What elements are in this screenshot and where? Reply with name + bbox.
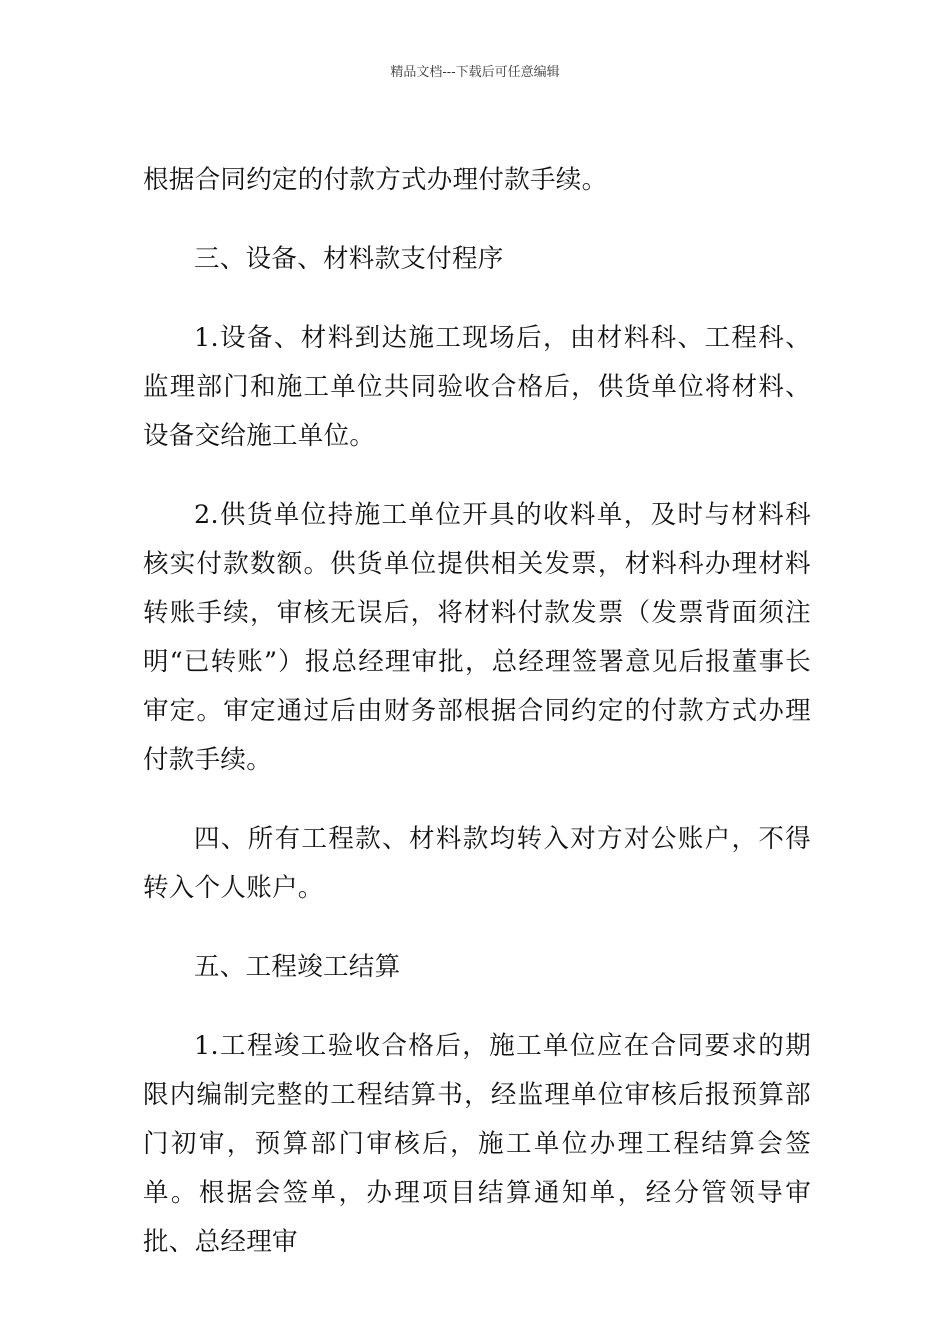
document-body: [143, 156, 811, 1297]
paragraph-item-1-settlement: 1.工程竣工验收合格后，施工单位应在合同要求的期限内编制完整的工程结算书，经监理单位审核后报预算部门初审，预算部门审核后，施工单位办理工程结算会签单。根据会签单，办理项目结算通知单，经分管领导审批、总经理审: [143, 1031, 811, 1257]
section-heading-public-account-transfer: 四、所有工程款、材料款均转入对方对公账户，不得转入个人账户。: [143, 824, 811, 903]
paragraph-payment-procedure-end: 根据合同约定的付款方式办理付款手续。: [143, 165, 608, 195]
section-heading-completion-settlement: 五、工程竣工结算: [194, 952, 401, 982]
section-heading-equipment-material-payment: 三、设备、材料款支付程序: [194, 244, 504, 274]
page-header: 精品文档---下载后可任意编辑: [390, 65, 560, 80]
paragraph-item-2-invoice-approval: 2.供货单位持施工单位开具的收料单，及时与材料科核实付款数额。供货单位提供相关发票，材料科办理材料转账手续，审核无误后，将材料付款发票（发票背面须注明“已转账”）报总经理审批，总经理签署意见后报董事长审定。审定通过后由财务部根据合同约定的付款方式办理付款手续。: [143, 500, 811, 775]
paragraph-item-1-acceptance: 1.设备、材料到达施工现场后，由材料科、工程科、监理部门和施工单位共同验收合格后，供货单位将材料、设备交给施工单位。: [143, 323, 811, 451]
